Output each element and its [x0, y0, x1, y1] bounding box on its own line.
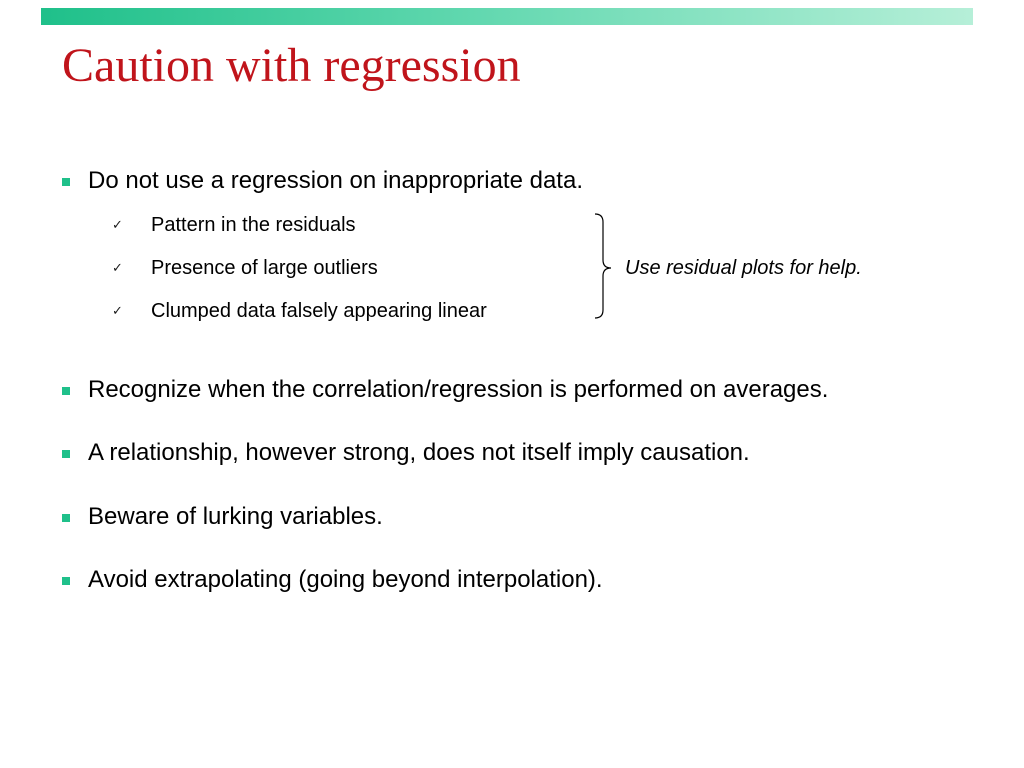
- checkmark-icon: ✓: [112, 217, 123, 232]
- sub-bullet-item: [112, 211, 356, 239]
- bullet-text: Avoid extrapolating (going beyond interpolation).: [88, 566, 603, 593]
- bullet-text: A relationship, however strong, does not itself imply causation.: [88, 439, 750, 466]
- sub-bullet-item: [112, 254, 378, 282]
- slide-title: Caution with regression: [62, 39, 521, 92]
- square-bullet-icon: [62, 178, 70, 186]
- top-accent-bar: [41, 8, 973, 25]
- bullet-text: Do not use a regression on inappropriate data.: [88, 167, 583, 194]
- checkmark-icon: ✓: [112, 303, 123, 318]
- bullet-item: [62, 164, 583, 198]
- bullet-text: Beware of lurking variables.: [88, 503, 383, 530]
- sub-bullet-text: Pattern in the residuals: [151, 213, 356, 236]
- sub-bullet-item: [112, 297, 487, 325]
- square-bullet-icon: [62, 514, 70, 522]
- bullet-text: Recognize when the correlation/regression is performed on averages.: [88, 376, 829, 403]
- bullet-item: [62, 436, 750, 470]
- brace-note: Use residual plots for help.: [625, 257, 862, 279]
- square-bullet-icon: [62, 387, 70, 395]
- bullet-item: [62, 563, 603, 597]
- sub-bullet-text: Presence of large outliers: [151, 256, 378, 279]
- right-curly-brace-icon: [594, 212, 616, 320]
- bullet-item: [62, 500, 383, 534]
- sub-bullet-text: Clumped data falsely appearing linear: [151, 299, 487, 322]
- bullet-item: [62, 373, 828, 407]
- square-bullet-icon: [62, 450, 70, 458]
- checkmark-icon: ✓: [112, 260, 123, 275]
- square-bullet-icon: [62, 577, 70, 585]
